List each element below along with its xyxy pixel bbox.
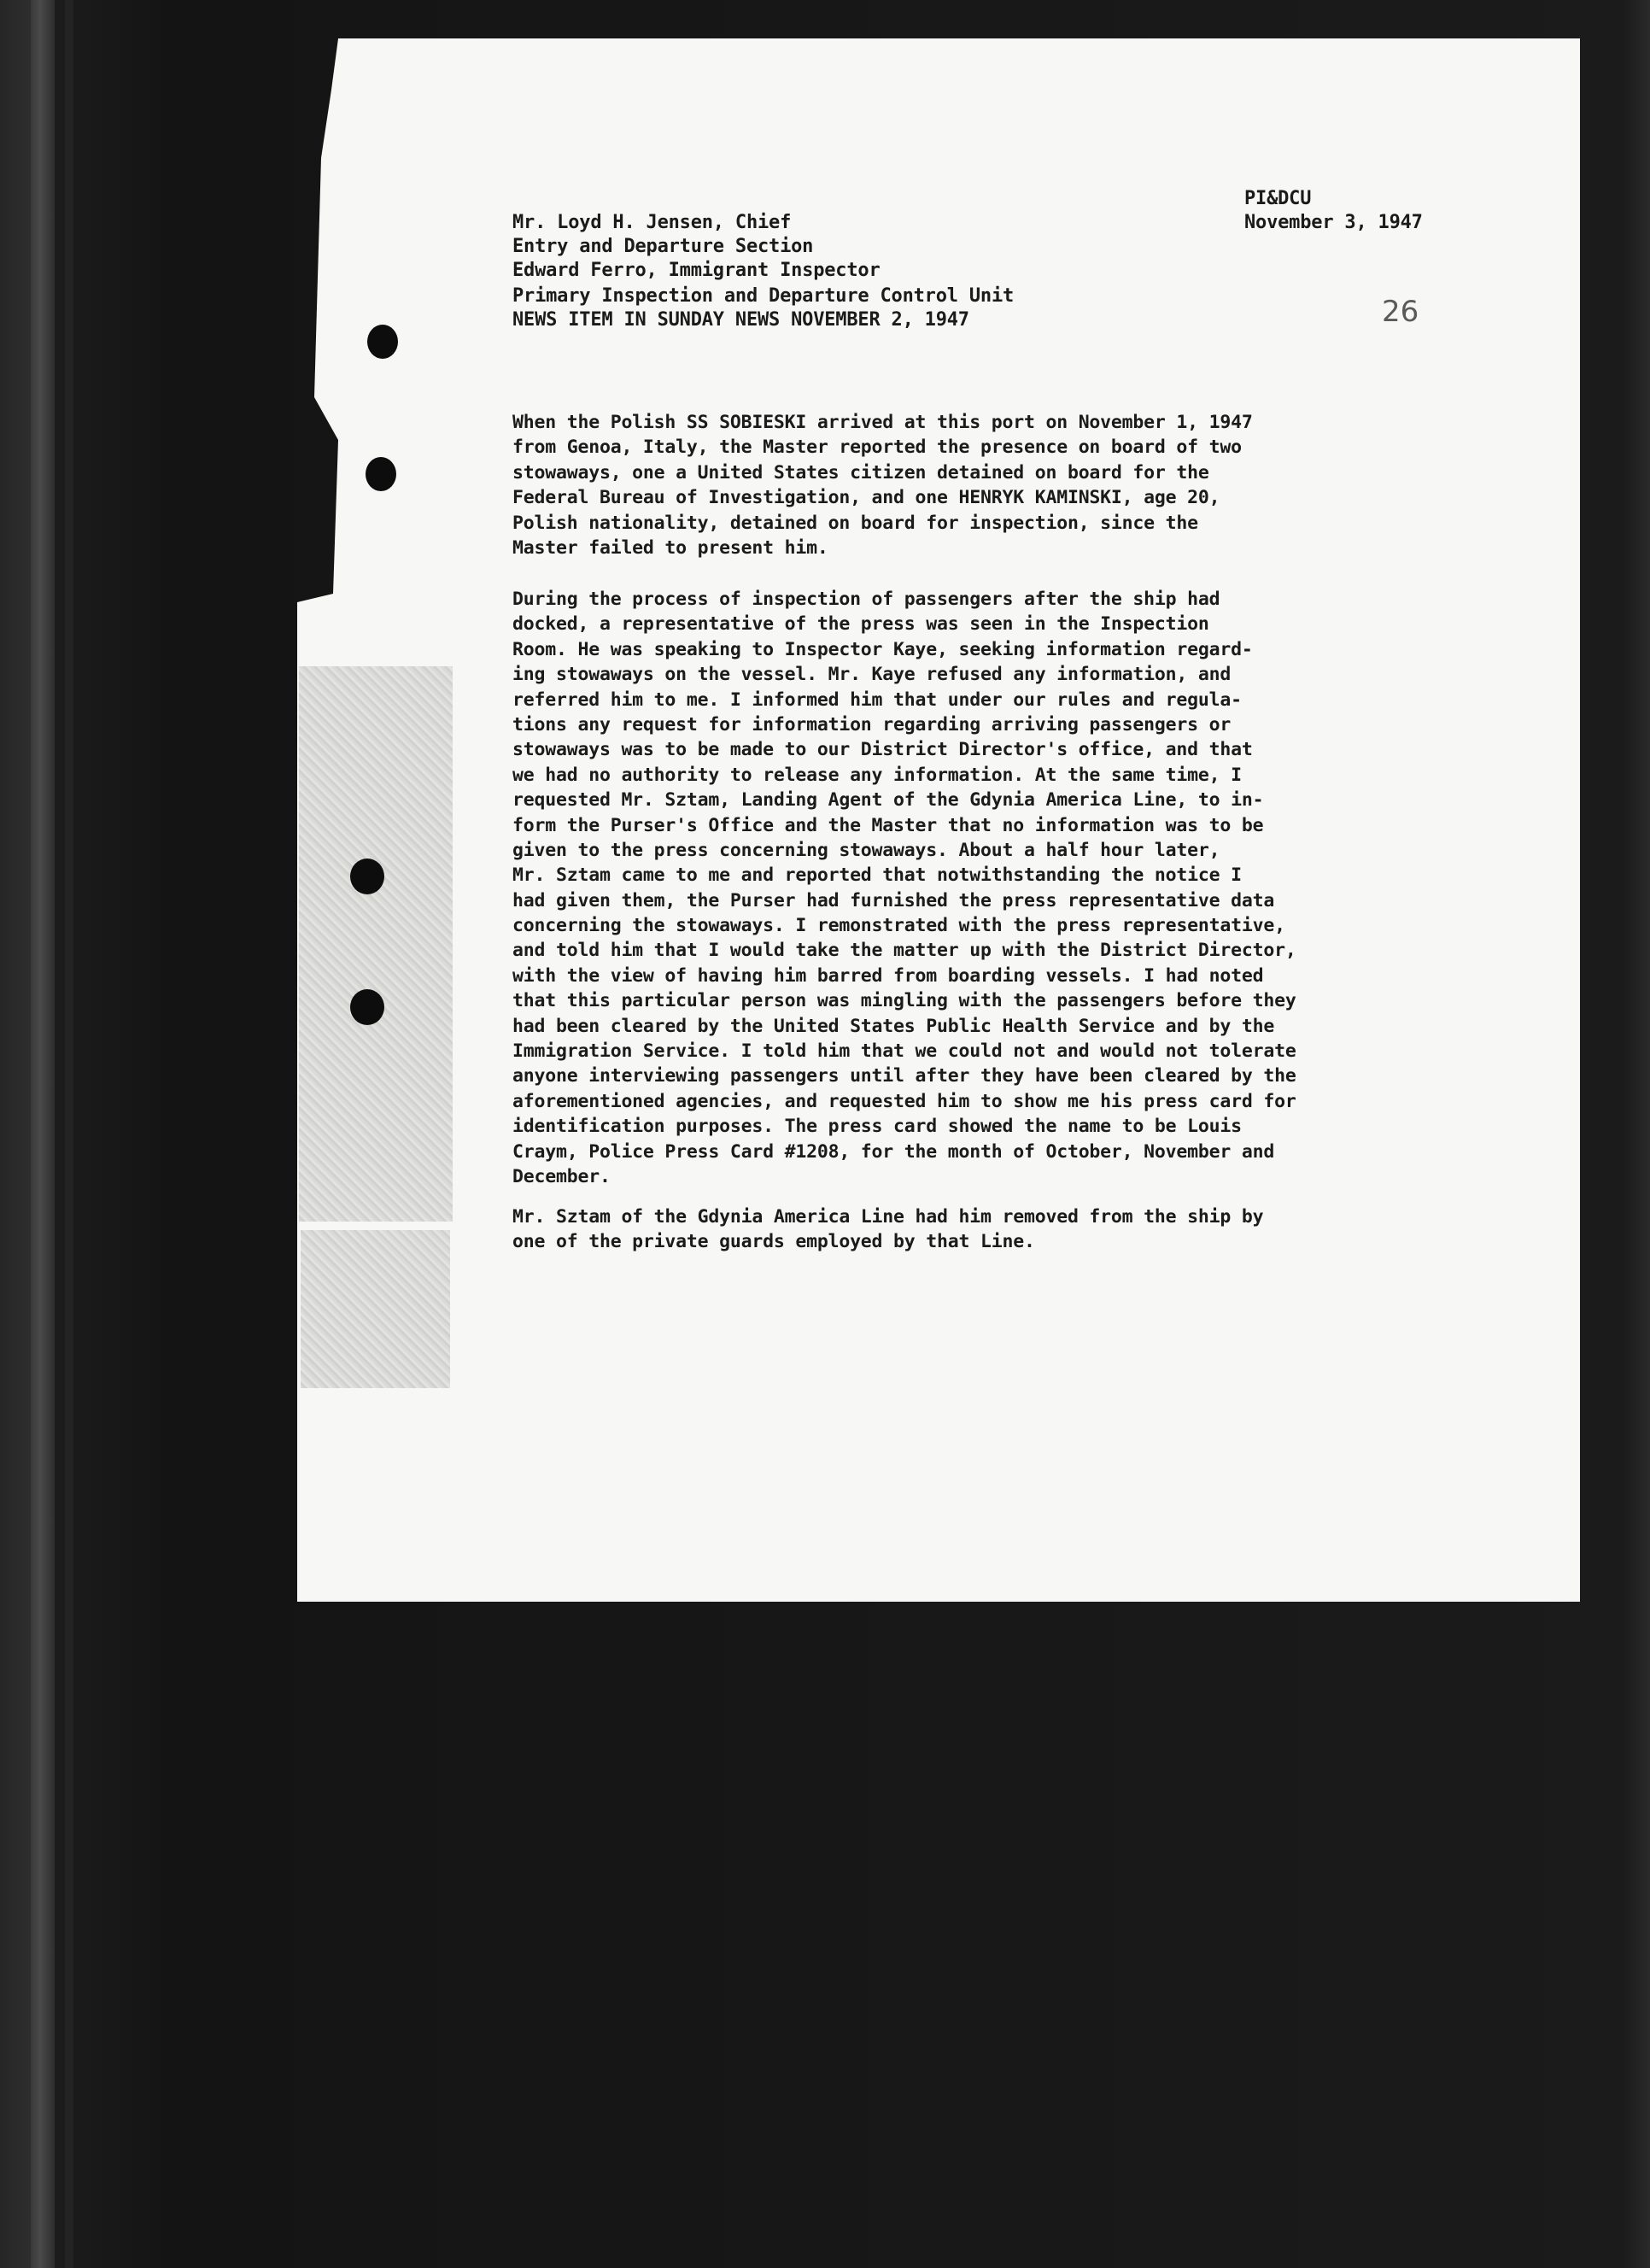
- letter-date: November 3, 1947: [1244, 212, 1423, 233]
- punch-hole-icon: [367, 325, 398, 359]
- text-line: given to the press concerning stowaways. About a half hour later,: [512, 839, 1220, 861]
- text-line: Room. He was speaking to Inspector Kaye, seeking information regard-: [512, 638, 1253, 660]
- text-line: December.: [512, 1165, 611, 1187]
- text-line: anyone interviewing passengers until after they have been cleared by the: [512, 1065, 1296, 1087]
- text-line: form the Purser's Office and the Master that no information was to be: [512, 814, 1264, 836]
- text-line: Polish nationality, detained on board for inspection, since the: [512, 512, 1198, 534]
- text-line: Master failed to present him.: [512, 536, 828, 559]
- text-line: When the Polish SS SOBIESKI arrived at this port on November 1, 1947: [512, 412, 1253, 433]
- text-line: referred him to me. I informed him that under our rules and regula-: [512, 689, 1242, 711]
- punch-hole-icon: [350, 859, 384, 894]
- text-line: had been cleared by the United States Public Health Service and by the: [512, 1015, 1275, 1037]
- binding-strip: [31, 0, 55, 2268]
- text-line: ing stowaways on the vessel. Mr. Kaye refused any information, and: [512, 664, 1232, 686]
- text-line: from Genoa, Italy, the Master reported the presence on board of two: [512, 437, 1242, 459]
- text-line: concerning the stowaways. I remonstrated with the press representative,: [512, 915, 1285, 937]
- reference-code: PI&DCU: [1244, 188, 1312, 209]
- binding-edge: [65, 0, 73, 2268]
- text-line: we had no authority to release any information. At the same time, I: [512, 764, 1242, 786]
- text-line: had given them, the Purser had furnished the press representative data: [512, 889, 1275, 911]
- text-line: identification purposes. The press card showed the name to be Louis: [512, 1116, 1242, 1138]
- punch-hole-icon: [366, 457, 396, 491]
- paragraph: [512, 1204, 1263, 1255]
- text-line: docked, a representative of the press was seen in the Inspection: [512, 613, 1209, 636]
- text-line: aforementioned agencies, and requested him to show me his press card for: [512, 1090, 1296, 1112]
- header-line: Entry and Departure Section: [512, 236, 814, 257]
- text-line: with the view of having him barred from boarding vessels. I had noted: [512, 964, 1264, 987]
- text-line: and told him that I would take the matter up with the District Director,: [512, 940, 1296, 962]
- paragraph: [512, 410, 1253, 560]
- header-line: NEWS ITEM IN SUNDAY NEWS NOVEMBER 2, 1947: [512, 309, 969, 331]
- text-line: Mr. Sztam came to me and reported that notwithstanding the notice I: [512, 864, 1242, 887]
- header-line: Edward Ferro, Immigrant Inspector: [512, 260, 881, 281]
- text-line: Immigration Service. I told him that we could not and would not tolerate: [512, 1040, 1296, 1063]
- tape-strip: [299, 666, 453, 1222]
- header-line: Primary Inspection and Departure Control Unit: [512, 285, 1015, 307]
- text-line: Federal Bureau of Investigation, and one HENRYK KAMINSKI, age 20,: [512, 487, 1220, 509]
- header-line: Mr. Loyd H. Jensen, Chief: [512, 212, 792, 233]
- text-line: requested Mr. Sztam, Landing Agent of the Gdynia America Line, to in-: [512, 789, 1264, 812]
- text-line: stowaways, one a United States citizen detained on board for the: [512, 461, 1209, 483]
- punch-hole-icon: [350, 989, 384, 1025]
- text-line: tions any request for information regarding arriving passengers or: [512, 713, 1232, 735]
- tape-strip: [301, 1230, 450, 1388]
- page-number: 26: [1382, 295, 1419, 329]
- text-line: stowaways was to be made to our District Director's office, and that: [512, 739, 1253, 761]
- text-line: During the process of inspection of passengers after the ship had: [512, 589, 1220, 610]
- text-line: Craym, Police Press Card #1208, for the month of October, November and: [512, 1140, 1275, 1163]
- text-line: that this particular person was mingling with the passengers before they: [512, 990, 1296, 1012]
- paragraph: [512, 587, 1296, 1189]
- text-line: one of the private guards employed by that Line.: [512, 1231, 1035, 1253]
- text-line: Mr. Sztam of the Gdynia America Line had him removed from the ship by: [512, 1206, 1264, 1228]
